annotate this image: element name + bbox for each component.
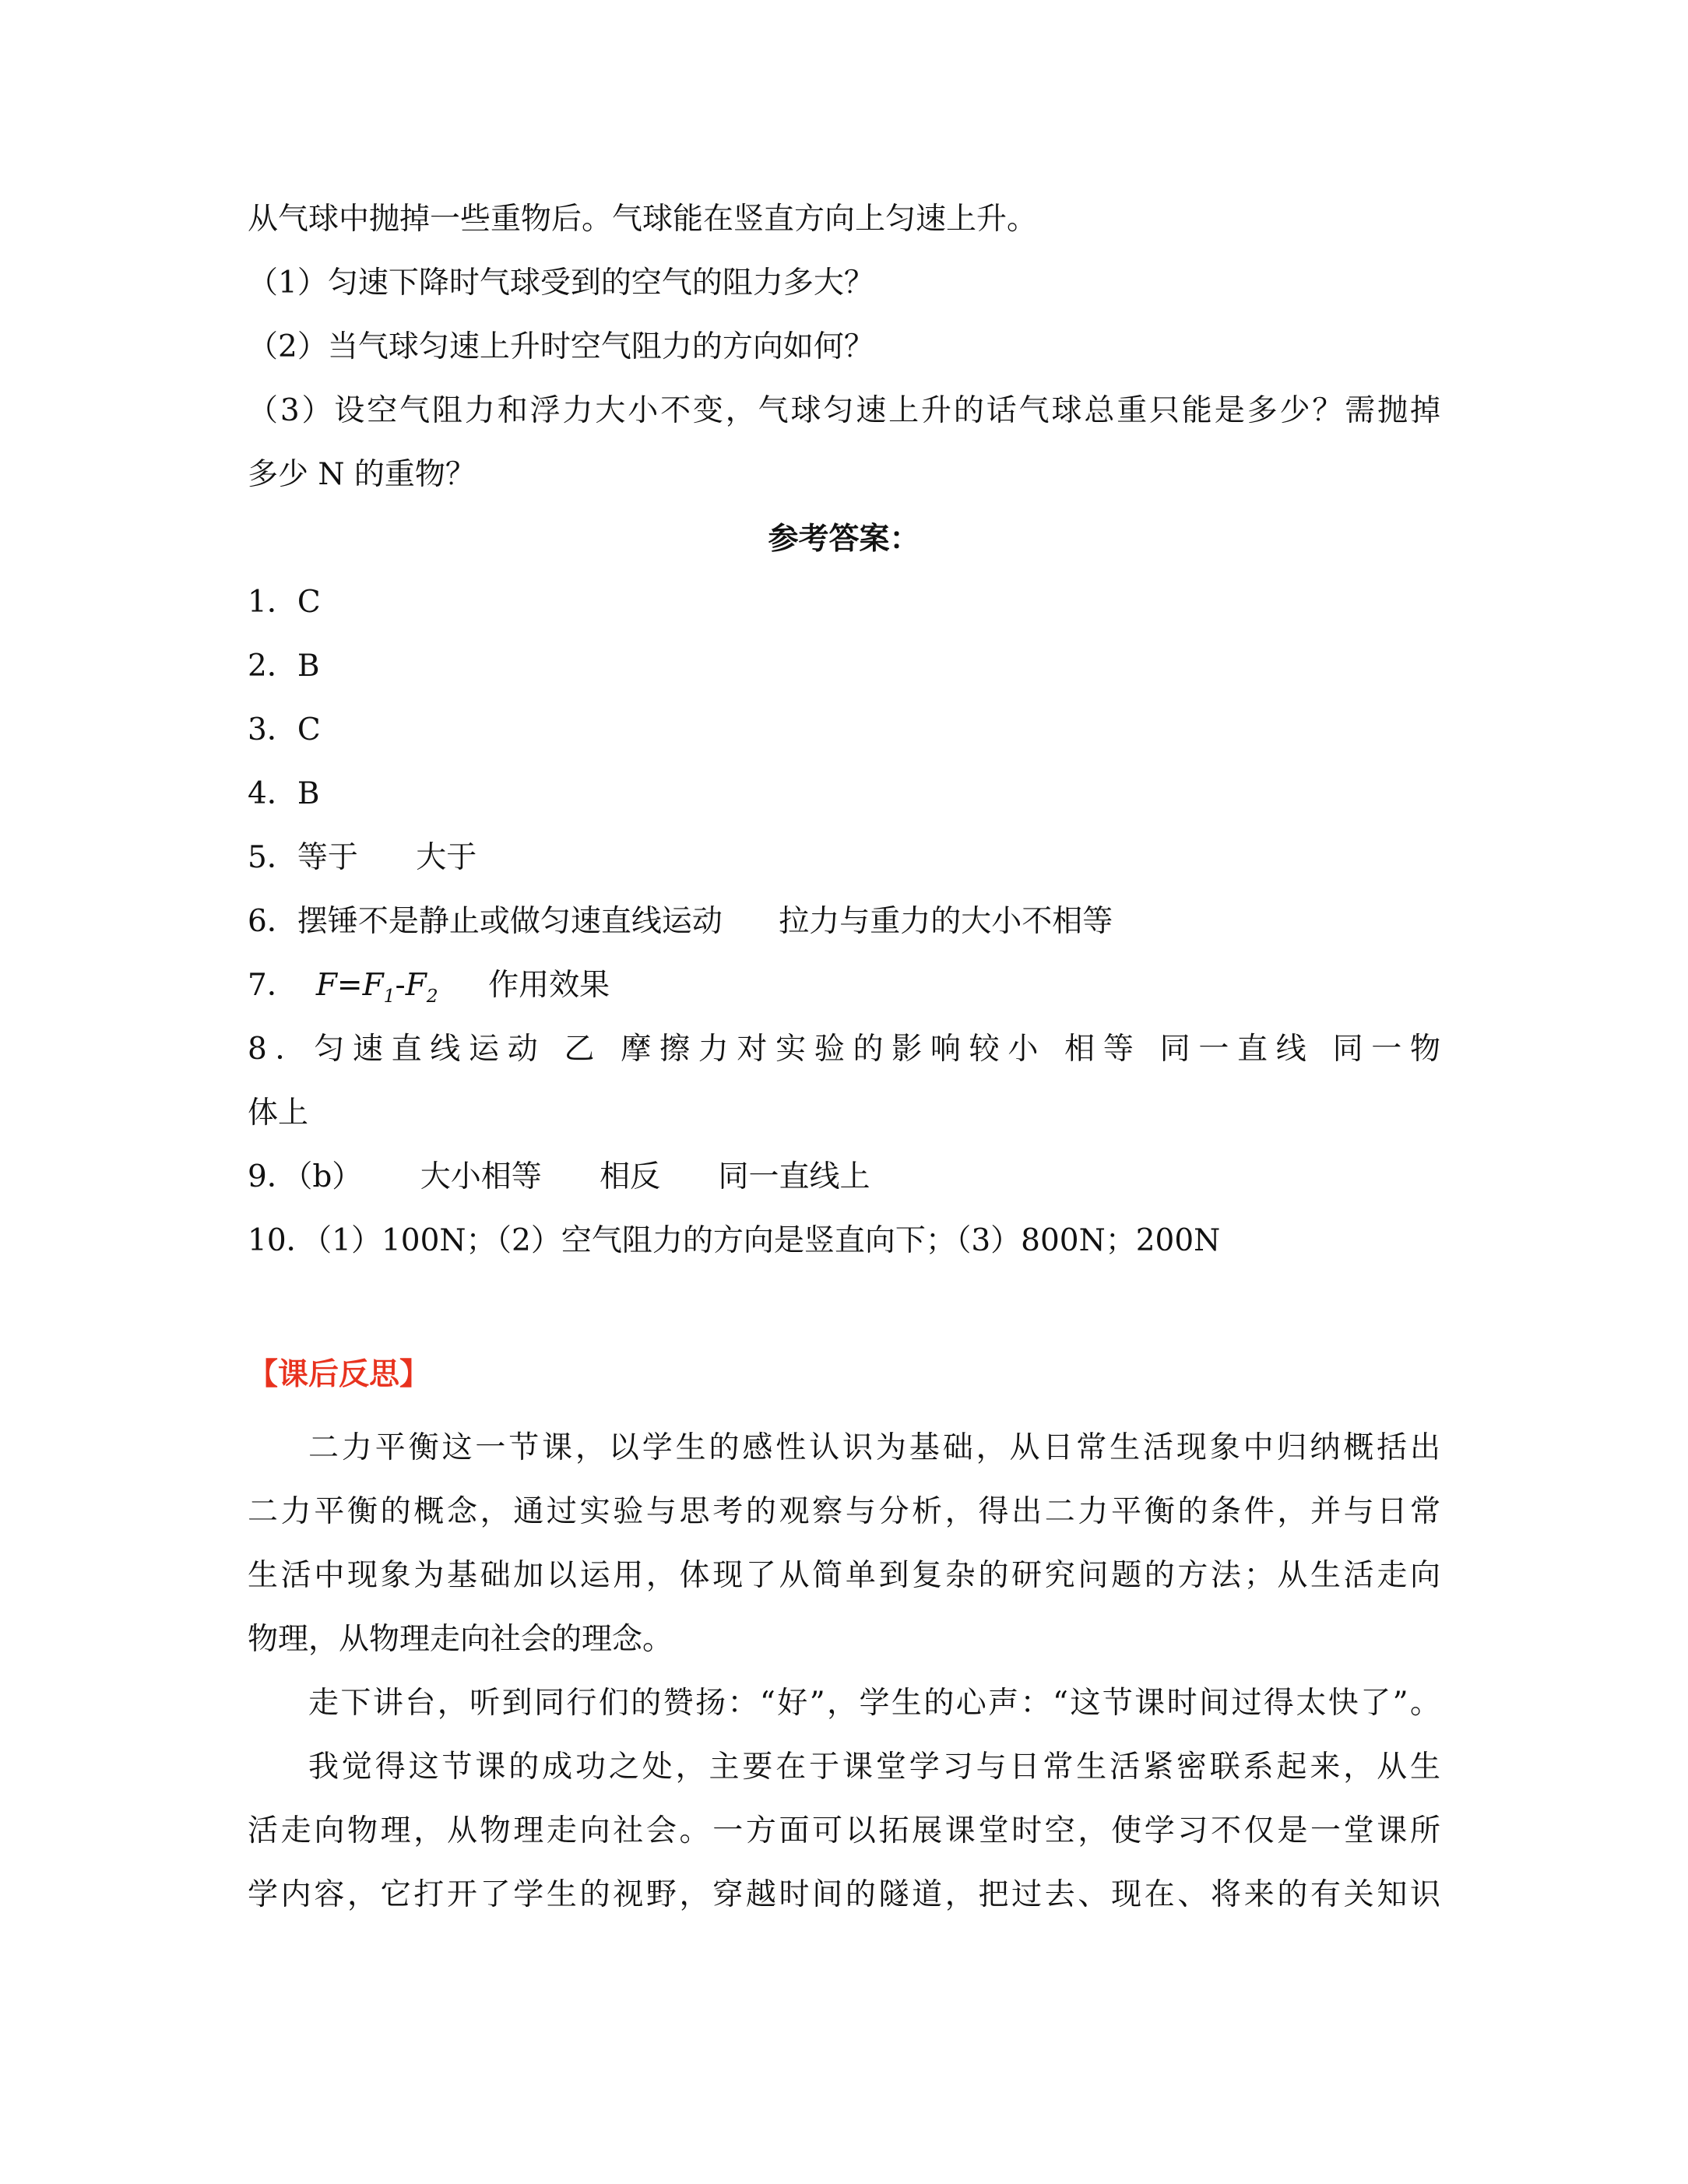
formula-f1: F (362, 968, 384, 1003)
answer-part: 相反 (600, 1159, 661, 1194)
answer-part: 摩擦力对实验的影响较小 (621, 1032, 1047, 1067)
question-part-1: （1）匀速下降时气球受到的空气的阻力多大？ (248, 266, 874, 301)
answer-2: 2．B (248, 649, 320, 684)
answer-number: 7． (248, 968, 297, 1003)
answer-part: 8．匀速直线运动 (248, 1032, 547, 1067)
reflection-paragraph-line: 物理，从物理走向社会的理念。 (248, 1622, 673, 1657)
answer-part: 作用效果 (488, 968, 610, 1003)
question-part-2: （2）当气球匀速上升时空气阻力的方向如何？ (248, 329, 874, 364)
formula-minus: - (395, 968, 406, 1003)
answer-part: 拉力与重力的大小不相等 (779, 904, 1113, 939)
formula-f2: F (405, 968, 427, 1003)
reflection-paragraph-line: 活走向物理，从物理走向社会。一方面可以拓展课堂时空，使学习不仅是一堂课所 (248, 1813, 1440, 1848)
reflection-paragraph-line: 走下讲台，听到同行们的赞扬：“好”，学生的心声：“这节课时间过得太快了”。 (308, 1686, 1440, 1721)
answer-1: 1．C (248, 585, 321, 620)
answer-part: 同一物 (1332, 1032, 1440, 1067)
answer-part: 5．等于 (248, 840, 358, 875)
answer-part: 同一直线 (1159, 1032, 1315, 1067)
answer-8-continued: 体上 (248, 1096, 309, 1131)
answer-part: 相等 (1064, 1032, 1142, 1067)
question-part-3: （3）设空气阻力和浮力大小不变，气球匀速上升的话气球总重只能是多少？需抛掉 (248, 393, 1440, 428)
formula-f: F (315, 968, 337, 1003)
answer-5 (248, 835, 477, 881)
answer-part: 9．（b） (248, 1159, 363, 1194)
answer-part: 6．摆锤不是静止或做匀速直线运动 (248, 904, 723, 939)
answer-8 (248, 1026, 1440, 1073)
reflection-paragraph-line: 我觉得这节课的成功之处，主要在于课堂学习与日常生活紧密联系起来，从生 (308, 1750, 1440, 1785)
reflection-paragraph-line: 学内容，它打开了学生的视野，穿越时间的隧道，把过去、现在、将来的有关知识 (248, 1877, 1440, 1912)
reflection-paragraph-line: 生活中现象为基础加以运用，体现了从简单到复杂的研究问题的方法；从生活走向 (248, 1558, 1440, 1593)
answer-7 (248, 962, 610, 1019)
answers-heading: 参考答案： (768, 521, 920, 557)
reflection-paragraph-line: 二力平衡的概念，通过实验与思考的观察与分析，得出二力平衡的条件，并与日常 (248, 1494, 1440, 1529)
answer-9 (248, 1154, 870, 1201)
answer-6 (248, 899, 1113, 945)
answer-3: 3．C (248, 712, 321, 747)
answer-10: 10．（1）100N；（2）空气阻力的方向是竖直向下；（3）800N；200N (248, 1223, 1221, 1258)
answer-part: 大小相等 (420, 1159, 542, 1194)
reflection-paragraph-line: 二力平衡这一节课，以学生的感性认识为基础，从日常生活现象中归纳概括出 (308, 1430, 1440, 1465)
formula-eq: = (336, 968, 363, 1003)
formula-sub-2: 2 (426, 984, 438, 1007)
answer-part: 乙 (564, 1032, 603, 1067)
answer-part: 大于 (416, 840, 477, 875)
answer-4: 4．B (248, 776, 320, 811)
formula-sub-1: 1 (383, 984, 396, 1007)
question-line: 多少 N 的重物？ (248, 457, 476, 492)
answer-part: 同一直线上 (718, 1159, 870, 1194)
question-line: 从气球中抛掉一些重物后。气球能在竖直方向上匀速上升。 (248, 202, 1038, 237)
reflection-heading: 【课后反思】 (248, 1357, 431, 1392)
